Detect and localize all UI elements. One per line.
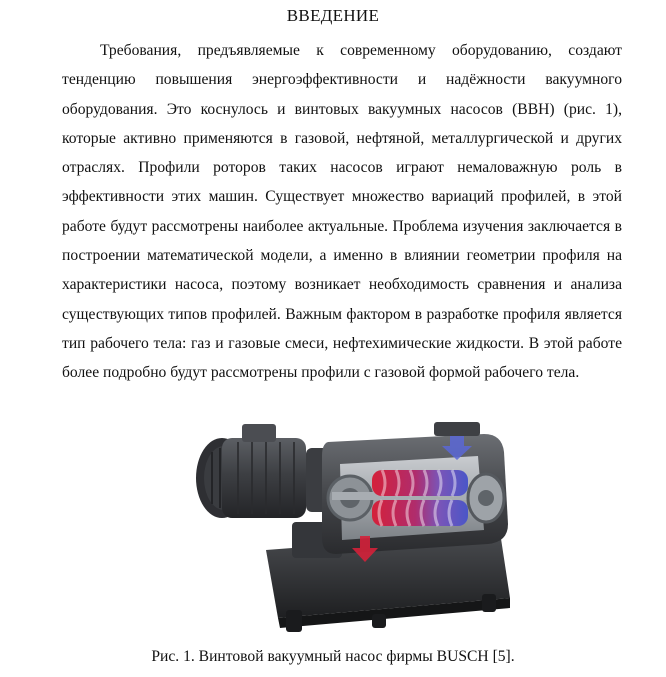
inlet-flange bbox=[434, 422, 480, 436]
figure-caption: Рис. 1. Винтовой вакуумный насос фирмы BUSCH [5]. bbox=[151, 648, 515, 665]
figure-pump-image bbox=[182, 412, 532, 640]
intro-paragraph: Требования, предъявляемые к современному оборудованию, создают тенденцию повышения энергоэффективности и надёжности вакуумного оборудования. Это коснулось и винтовых вакуумных насосов (ВВН) (рис. 1), которые активно применяются в газовой, нефтяной, металлургической и других отраслях. Профили роторов таких насосов играют немаловажную роль в эффективности этих машин. Существует множество вариаций профилей, в этой работе будут рассмотрены наиболее актуальные. Проблема изучения заключается в построении математической модели, а именно в влиянии геометрии профиля на характеристики насоса, поэтому возникает необходимость сравнения и анализа существующих типов профилей. Важным фактором в разработке профиля является тип рабочего тела: газ и газовые смеси, нефтехимические жидкости. В этой работе более подробно будут рассмотрены профили с газовой формой рабочего тела. bbox=[62, 42, 622, 382]
foot bbox=[286, 610, 302, 632]
section-heading: ВВЕДЕНИЕ bbox=[286, 6, 380, 25]
screw-pump-illustration bbox=[182, 412, 532, 640]
terminal-box bbox=[242, 424, 276, 442]
